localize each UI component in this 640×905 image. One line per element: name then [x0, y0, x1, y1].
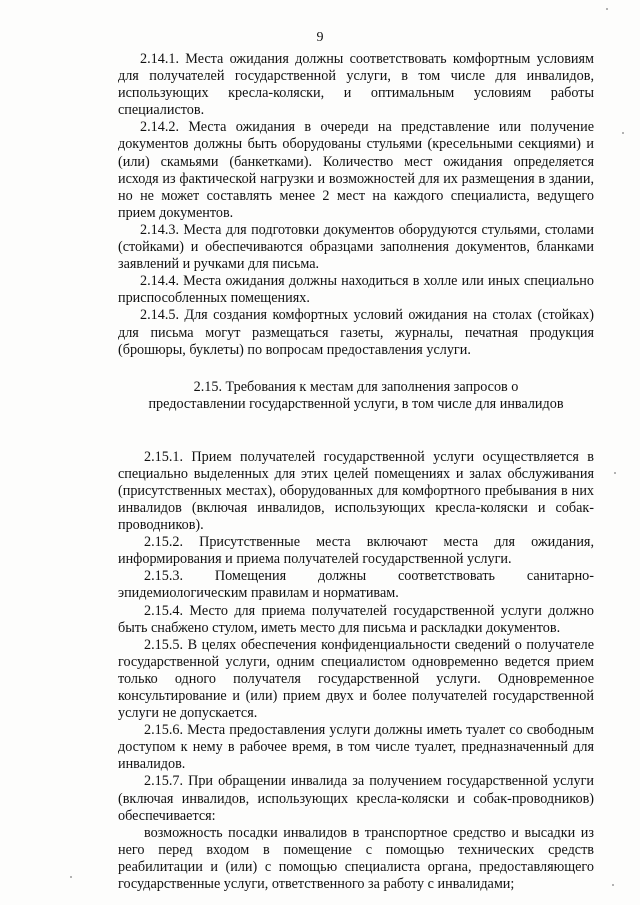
scan-speck	[70, 876, 72, 878]
section-2-14	[118, 51, 594, 359]
paragraph-2-15-5: 2.15.5. В целях обеспечения конфиденциальности сведений о получателе государственной услуги, одним специалистом одновременно ведется прием только одного получателя государственной услуги. Одновременное консультирование и (или) прием двух и более получателей государственной услуги не допускается.	[118, 636, 594, 722]
paragraph-2-14-3: 2.14.3. Места для подготовки документов оборудуются стульями, столами (стойками) и обеспечиваются образцами заполнения документов, бланками заявлений и ручками для письма.	[118, 221, 594, 273]
paragraph-2-15-7: 2.15.7. При обращении инвалида за получением государственной услуги (включая инвалидов, использующих кресла-коляски и собак-проводников) обеспечивается:	[118, 773, 594, 824]
paragraph-2-15-2: 2.15.2. Присутственные места включают места для ожидания, информирования и приема получателей государственной услуги.	[118, 534, 594, 568]
paragraph-2-14-4: 2.14.4. Места ожидания должны находиться в холле или иных специально приспособленных помещениях.	[118, 273, 594, 307]
paragraph-2-15-6: 2.15.6. Места предоставления услуги должны иметь туалет со свободным доступом к нему в рабочее время, в том числе туалет, предназначенный для инвалидов.	[118, 722, 594, 773]
paragraph-2-15-1: 2.15.1. Прием получателей государственной услуги осуществляется в специально выделенных для этих целей помещениях и залах обслуживания (присутственных местах), оборудованных для комфортного пребывания в них инвалидов (включая инвалидов, использующих кресла-коляски и собак-проводников).	[118, 448, 594, 534]
paragraph-2-14-5: 2.14.5. Для создания комфортных условий ожидания на столах (стойках) для письма могут размещаться газеты, журналы, печатная продукция (брошюры, буклеты) по вопросам предоставления услуги.	[118, 307, 594, 358]
page-number: 9	[316, 30, 324, 45]
paragraph-2-15-7-item: возможность посадки инвалидов в транспортное средство и высадки из него перед входом в помещение с помощью технических средств реабилитации и (или) с помощью специалиста органа, предоставляющего государственные услуги, ответственного за работу с инвалидами;	[118, 824, 594, 893]
paragraph-2-15-3: 2.15.3. Помещения должны соответствовать санитарно-эпидемиологическим правилам и нормативам.	[118, 568, 594, 602]
spacer	[118, 359, 594, 379]
scan-speck	[622, 132, 624, 134]
scan-speck	[614, 472, 616, 474]
section-heading-2-15: 2.15. Требования к местам для заполнения запросов о предоставлении государственной услуги, в том числе для инвалидов	[148, 378, 564, 412]
paragraph-2-15-4: 2.15.4. Место для приема получателей государственной услуги должно быть снабжено стулом, иметь место для письма и раскладки документов.	[118, 602, 594, 636]
scan-speck	[612, 884, 614, 886]
scan-speck	[606, 8, 608, 10]
spacer	[118, 413, 594, 449]
section-2-15	[118, 449, 594, 893]
document-body	[118, 51, 594, 893]
paragraph-2-14-1: 2.14.1. Места ожидания должны соответствовать комфортным условиям для получателей государственной услуги, в том числе для инвалидов, использующих кресла-коляски, и оптимальным условиям работы специалистов.	[118, 51, 594, 119]
paragraph-2-14-2: 2.14.2. Места ожидания в очереди на представление или получение документов должны быть оборудованы стульями (кресельными секциями) и (или) скамьями (банкетками). Количество мест ожидания определяется исходя из фактической нагрузки и возможностей для их размещения в здании, но не может составлять менее 2 мест на каждого специалиста, ведущего прием документов.	[118, 119, 594, 221]
